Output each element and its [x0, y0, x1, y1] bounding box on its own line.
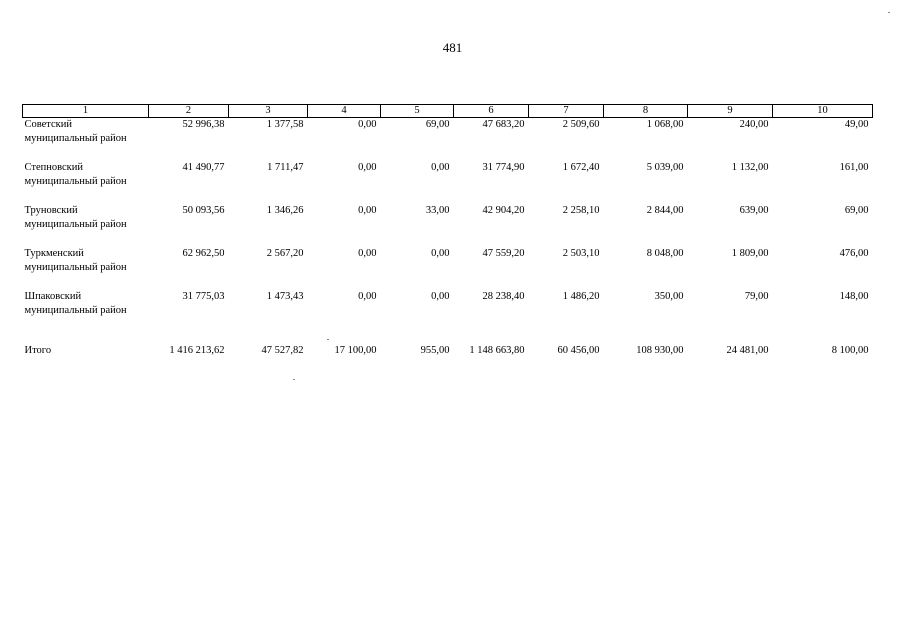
- table-cell: 1 132,00: [731, 162, 769, 173]
- column-header: 4: [308, 105, 381, 118]
- table-cell: 2 503,10: [562, 248, 600, 259]
- column-header: 7: [529, 105, 604, 118]
- table-cell: 0,00: [358, 162, 377, 173]
- table-cell: 240,00: [739, 119, 769, 130]
- table-row: [23, 247, 873, 290]
- table-cell: 0,00: [358, 205, 377, 216]
- table-cell: 31 775,03: [182, 291, 225, 302]
- table-row: [23, 204, 873, 247]
- table-cell: 0,00: [358, 291, 377, 302]
- table-cell: 8 048,00: [646, 248, 684, 259]
- table-cell: 148,00: [839, 291, 869, 302]
- total-cell: 8 100,00: [831, 345, 869, 356]
- table-row: [23, 118, 873, 162]
- total-cell: 108 930,00: [636, 345, 684, 356]
- table-cell: 1 486,20: [562, 291, 600, 302]
- table-cell: 2 258,10: [562, 205, 600, 216]
- table-cell: 161,00: [839, 162, 869, 173]
- table-cell: 49,00: [844, 119, 869, 130]
- total-cell: 1 148 663,80: [469, 345, 525, 356]
- scan-speck: [888, 12, 890, 13]
- table-cell: 476,00: [839, 248, 869, 259]
- table-cell: 1 377,58: [266, 119, 304, 130]
- table-cell: 62 962,50: [182, 248, 225, 259]
- total-cell: 60 456,00: [557, 345, 600, 356]
- table-cell: 5 039,00: [646, 162, 684, 173]
- table-cell: 47 559,20: [482, 248, 525, 259]
- table-cell: 2 567,20: [266, 248, 304, 259]
- spacer-row: [23, 333, 873, 344]
- table-cell: 79,00: [744, 291, 769, 302]
- column-header: 5: [381, 105, 454, 118]
- table-cell: 31 774,90: [482, 162, 525, 173]
- table-cell: 69,00: [844, 205, 869, 216]
- table-cell: 0,00: [431, 291, 450, 302]
- table-cell: 350,00: [654, 291, 684, 302]
- table-cell: 0,00: [431, 162, 450, 173]
- table-cell: 28 238,40: [482, 291, 525, 302]
- budget-table: [22, 104, 873, 358]
- table-cell: 52 996,38: [182, 119, 225, 130]
- total-label: Итого: [24, 345, 52, 356]
- page-number: 481: [442, 40, 463, 55]
- column-header: 8: [604, 105, 688, 118]
- table-cell: 1 672,40: [562, 162, 600, 173]
- column-number-header: [23, 105, 873, 118]
- district-name: Советский муниципальный район: [24, 119, 127, 144]
- table-cell: 0,00: [358, 248, 377, 259]
- table-cell: 41 490,77: [182, 162, 225, 173]
- district-name: Степновский муниципальный район: [24, 162, 127, 187]
- table-cell: 1 068,00: [646, 119, 684, 130]
- scan-speck: [327, 339, 329, 340]
- table-cell: 50 093,56: [182, 205, 225, 216]
- table-cell: 47 683,20: [482, 119, 525, 130]
- district-name: Шпаковский муниципальный район: [24, 291, 127, 316]
- district-name: Труновский муниципальный район: [24, 205, 127, 230]
- district-name: Туркменский муниципальный район: [24, 248, 127, 273]
- table-cell: 33,00: [425, 205, 450, 216]
- column-header: 10: [773, 105, 873, 118]
- table-cell: 0,00: [431, 248, 450, 259]
- total-cell: 1 416 213,62: [169, 345, 225, 356]
- column-header: 1: [23, 105, 149, 118]
- table-cell: 2 509,60: [562, 119, 600, 130]
- table-cell: 1 809,00: [731, 248, 769, 259]
- table-cell: 2 844,00: [646, 205, 684, 216]
- column-header: 2: [149, 105, 229, 118]
- table-cell: 639,00: [739, 205, 769, 216]
- table-row: [23, 161, 873, 204]
- table-cell: 69,00: [425, 119, 450, 130]
- table-cell: 42 904,20: [482, 205, 525, 216]
- table-row: [23, 290, 873, 333]
- total-cell: 17 100,00: [334, 345, 377, 356]
- column-header: 3: [229, 105, 308, 118]
- column-header: 9: [688, 105, 773, 118]
- table-cell: 1 711,47: [267, 162, 304, 173]
- total-cell: 24 481,00: [726, 345, 769, 356]
- total-cell: 955,00: [420, 345, 450, 356]
- scan-speck: [293, 379, 295, 380]
- table-cell: 1 473,43: [266, 291, 304, 302]
- total-row: [23, 344, 873, 358]
- table-cell: 1 346,26: [266, 205, 304, 216]
- column-header: 6: [454, 105, 529, 118]
- total-cell: 47 527,82: [261, 345, 304, 356]
- table-cell: 0,00: [358, 119, 377, 130]
